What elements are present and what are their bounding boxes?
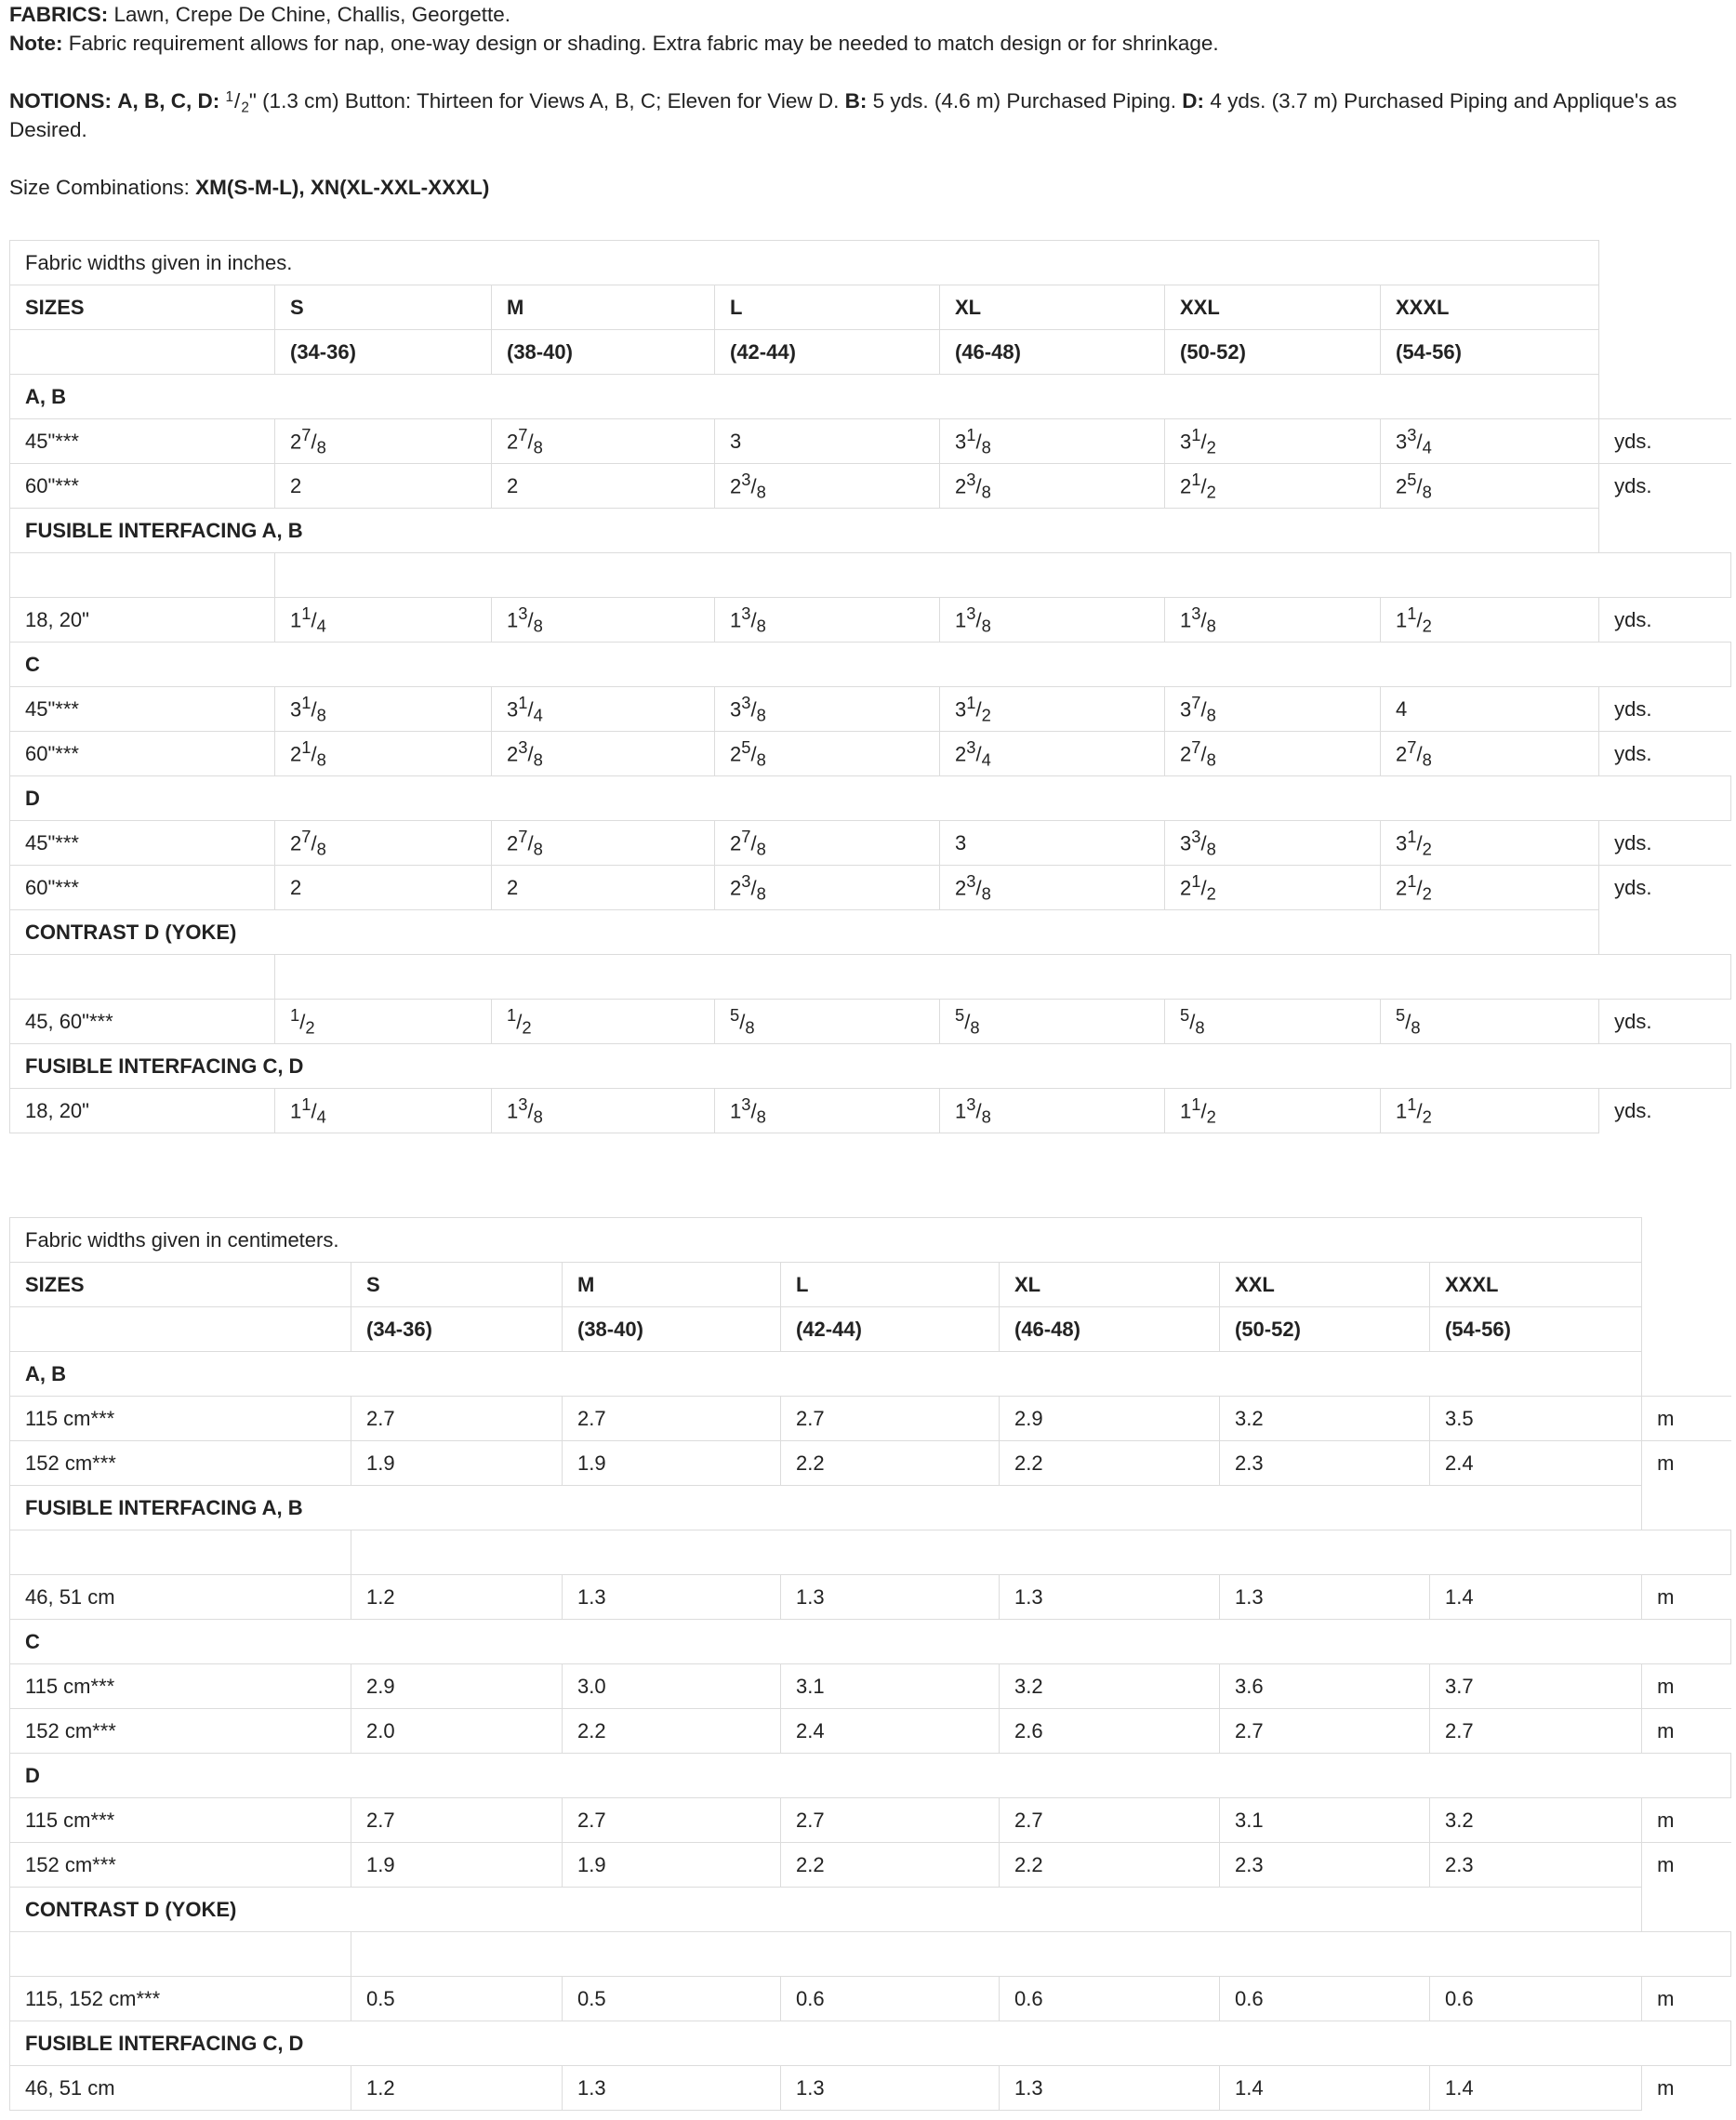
section-row xyxy=(10,2021,1731,2066)
empty-cell xyxy=(1642,1263,1731,1307)
sizes-header-label: SIZES xyxy=(10,1263,351,1307)
empty-cell xyxy=(1642,1352,1731,1397)
unit-label: m xyxy=(1642,1977,1731,2021)
yardage-value: $^5/_8$ xyxy=(1381,1000,1599,1044)
empty-cell xyxy=(1642,1218,1731,1263)
yardage-value: 2.7 xyxy=(1220,1709,1430,1754)
notions-views: A, B, C, D: xyxy=(117,89,220,113)
empty-cell xyxy=(10,1932,351,1977)
yardage-value: $3^7/_8$ xyxy=(1165,687,1381,732)
section-label: C xyxy=(10,1620,1731,1664)
table-row xyxy=(10,732,1731,776)
empty-cell xyxy=(275,553,1731,598)
table-row xyxy=(10,687,1731,732)
fabrics-text: Lawn, Crepe De Chine, Challis, Georgette. xyxy=(113,3,510,26)
yardage-value: 1.3 xyxy=(1220,1575,1430,1620)
size-range: (42-44) xyxy=(781,1307,1000,1352)
yardage-value: $3^3/_4$ xyxy=(1381,419,1599,464)
table-row xyxy=(10,1397,1731,1441)
section-label: CONTRAST D (YOKE) xyxy=(10,910,1599,955)
fabric-width-label: 60"*** xyxy=(10,732,275,776)
yardage-value: 3 xyxy=(715,419,940,464)
size-range: (34-36) xyxy=(275,330,492,375)
yardage-value: 1.3 xyxy=(1000,2066,1220,2111)
yardage-value: $^1/_2$ xyxy=(492,1000,715,1044)
yardage-value: 2.7 xyxy=(351,1397,563,1441)
yardage-value: $2^3/_8$ xyxy=(940,464,1165,509)
section-row xyxy=(10,375,1731,419)
fabric-width-label: 60"*** xyxy=(10,866,275,910)
table-row xyxy=(10,598,1731,643)
unit-label: yds. xyxy=(1599,1089,1731,1133)
size-range: (50-52) xyxy=(1220,1307,1430,1352)
yardage-value: $1^1/_2$ xyxy=(1165,1089,1381,1133)
button-size-fraction: $^1/_2$ xyxy=(225,89,249,116)
empty-cell xyxy=(351,1530,1731,1575)
table-row xyxy=(10,1977,1731,2021)
table-row xyxy=(10,1000,1731,1044)
yardage-value: 2.3 xyxy=(1220,1441,1430,1486)
yardage-value: 2.7 xyxy=(1000,1798,1220,1843)
unit-label: yds. xyxy=(1599,866,1731,910)
sizes-header-row xyxy=(10,1263,1731,1307)
yardage-value: 1.9 xyxy=(563,1441,781,1486)
yardage-value: $3^1/_2$ xyxy=(1165,419,1381,464)
size-combinations-line xyxy=(9,173,1720,202)
note-text: Fabric requirement allows for nap, one-way design or shading. Extra fabric may be needed to match design or for shrinkage. xyxy=(68,32,1219,55)
table-row xyxy=(10,2066,1731,2111)
fabric-width-label: 18, 20" xyxy=(10,1089,275,1133)
piping-d-label: D: xyxy=(1182,89,1205,113)
fabric-width-label: 45, 60"*** xyxy=(10,1000,275,1044)
yardage-value: 0.6 xyxy=(1220,1977,1430,2021)
note-label: Note: xyxy=(9,32,63,55)
fabric-width-label: 152 cm*** xyxy=(10,1843,351,1888)
yardage-value: 3.2 xyxy=(1220,1397,1430,1441)
table-row xyxy=(10,1575,1731,1620)
yardage-value: $^1/_2$ xyxy=(275,1000,492,1044)
sizes-header-row xyxy=(10,285,1731,330)
yardage-value: 0.6 xyxy=(781,1977,1000,2021)
yardage-value: 1.4 xyxy=(1220,2066,1430,2111)
size-range-row xyxy=(10,1307,1731,1352)
empty-cell xyxy=(1642,1486,1731,1530)
unit-label: yds. xyxy=(1599,464,1731,509)
size-header: XL xyxy=(940,285,1165,330)
yardage-value: 0.6 xyxy=(1000,1977,1220,2021)
size-header: L xyxy=(781,1263,1000,1307)
yardage-value: 2.9 xyxy=(351,1664,563,1709)
yardage-value: 2.2 xyxy=(781,1843,1000,1888)
yardage-value: 3.2 xyxy=(1430,1798,1642,1843)
section-label: FUSIBLE INTERFACING A, B xyxy=(10,1486,1642,1530)
size-range: (54-56) xyxy=(1430,1307,1642,1352)
yardage-value: 2.2 xyxy=(781,1441,1000,1486)
unit-label: yds. xyxy=(1599,821,1731,866)
yardage-value: 2.6 xyxy=(1000,1709,1220,1754)
caption-row xyxy=(10,1218,1731,1263)
spacer-row xyxy=(10,955,1731,1000)
fabric-width-label: 152 cm*** xyxy=(10,1709,351,1754)
yardage-value: 2.7 xyxy=(351,1798,563,1843)
section-row xyxy=(10,1754,1731,1798)
table-row xyxy=(10,866,1731,910)
piping-b-text: 5 yds. (4.6 m) Purchased Piping. xyxy=(872,89,1177,113)
size-range: (46-48) xyxy=(940,330,1165,375)
empty-cell xyxy=(10,1307,351,1352)
yardage-value: 2.9 xyxy=(1000,1397,1220,1441)
yardage-value: $2^1/_8$ xyxy=(275,732,492,776)
yardage-value: $1^3/_8$ xyxy=(940,598,1165,643)
section-row xyxy=(10,1044,1731,1089)
yardage-value: $^5/_8$ xyxy=(1165,1000,1381,1044)
yardage-value: $2^1/_2$ xyxy=(1165,866,1381,910)
yardage-value: 2.7 xyxy=(781,1798,1000,1843)
section-label: A, B xyxy=(10,1352,1642,1397)
notions-line xyxy=(9,86,1720,144)
spacer-row xyxy=(10,1530,1731,1575)
section-row xyxy=(10,1620,1731,1664)
yardage-value: 2.7 xyxy=(1430,1709,1642,1754)
section-row xyxy=(10,1352,1731,1397)
size-range: (42-44) xyxy=(715,330,940,375)
empty-cell xyxy=(1599,375,1731,419)
yardage-value: $2^1/_2$ xyxy=(1381,866,1599,910)
yardage-value: 2 xyxy=(275,866,492,910)
section-label: D xyxy=(10,776,1731,821)
yardage-value: $3^1/_4$ xyxy=(492,687,715,732)
unit-label: yds. xyxy=(1599,732,1731,776)
unit-label: yds. xyxy=(1599,687,1731,732)
yardage-value: $2^3/_8$ xyxy=(715,464,940,509)
yardage-value: $1^3/_8$ xyxy=(940,1089,1165,1133)
size-range: (38-40) xyxy=(492,330,715,375)
size-header: S xyxy=(351,1263,563,1307)
size-range-row xyxy=(10,330,1731,375)
yardage-value: $2^7/_8$ xyxy=(1381,732,1599,776)
yardage-value: $1^1/_4$ xyxy=(275,1089,492,1133)
yardage-value: 2.3 xyxy=(1430,1843,1642,1888)
note-line xyxy=(9,29,1720,58)
yardage-value: 0.5 xyxy=(351,1977,563,2021)
section-label: D xyxy=(10,1754,1731,1798)
yardage-value: 1.9 xyxy=(351,1843,563,1888)
yardage-value: 1.2 xyxy=(351,2066,563,2111)
yardage-value: 1.2 xyxy=(351,1575,563,1620)
unit-label: m xyxy=(1642,1575,1731,1620)
yardage-value: $3^1/_2$ xyxy=(1381,821,1599,866)
fabric-width-label: 115, 152 cm*** xyxy=(10,1977,351,2021)
fabric-width-label: 18, 20" xyxy=(10,598,275,643)
yardage-value: $1^1/_2$ xyxy=(1381,1089,1599,1133)
size-combinations-label: Size Combinations: xyxy=(9,176,190,199)
yardage-value: $2^7/_8$ xyxy=(492,419,715,464)
yardage-value: $3^3/_8$ xyxy=(715,687,940,732)
yardage-value: 2.4 xyxy=(781,1709,1000,1754)
yardage-value: 3.2 xyxy=(1000,1664,1220,1709)
yardage-value: $1^1/_2$ xyxy=(1381,598,1599,643)
unit-label: m xyxy=(1642,1397,1731,1441)
yardage-value: $2^7/_8$ xyxy=(715,821,940,866)
yardage-value: $2^7/_8$ xyxy=(275,419,492,464)
size-header: L xyxy=(715,285,940,330)
unit-label: m xyxy=(1642,1798,1731,1843)
yardage-value: $1^3/_8$ xyxy=(492,598,715,643)
yardage-value: 2 xyxy=(492,464,715,509)
yardage-value: $1^3/_8$ xyxy=(715,598,940,643)
yardage-value: $2^7/_8$ xyxy=(492,821,715,866)
size-header: XXXL xyxy=(1430,1263,1642,1307)
section-label: FUSIBLE INTERFACING A, B xyxy=(10,509,1599,553)
empty-cell xyxy=(1642,1888,1731,1932)
table-row xyxy=(10,1441,1731,1486)
section-label: C xyxy=(10,643,1731,687)
yardage-value: 3.1 xyxy=(781,1664,1000,1709)
yardage-value: $3^3/_8$ xyxy=(1165,821,1381,866)
inches-requirements-table xyxy=(9,240,1731,1133)
table-row xyxy=(10,1709,1731,1754)
table-caption: Fabric widths given in centimeters. xyxy=(10,1218,1642,1263)
section-row xyxy=(10,910,1731,955)
size-header: XXL xyxy=(1165,285,1381,330)
yardage-value: $2^3/_4$ xyxy=(940,732,1165,776)
empty-cell xyxy=(1599,910,1731,955)
fabric-width-label: 46, 51 cm xyxy=(10,2066,351,2111)
empty-cell xyxy=(1642,1307,1731,1352)
yardage-value: 2 xyxy=(275,464,492,509)
size-range: (50-52) xyxy=(1165,330,1381,375)
unit-label: m xyxy=(1642,1441,1731,1486)
unit-label: yds. xyxy=(1599,419,1731,464)
section-row xyxy=(10,643,1731,687)
size-header: S xyxy=(275,285,492,330)
size-range: (34-36) xyxy=(351,1307,563,1352)
fabric-width-label: 45"*** xyxy=(10,821,275,866)
fabric-width-label: 60"*** xyxy=(10,464,275,509)
section-label: FUSIBLE INTERFACING C, D xyxy=(10,1044,1731,1089)
yardage-value: 2.7 xyxy=(563,1798,781,1843)
yardage-value: 2.7 xyxy=(781,1397,1000,1441)
yardage-value: $3^1/_2$ xyxy=(940,687,1165,732)
yardage-value: $2^5/_8$ xyxy=(1381,464,1599,509)
empty-cell xyxy=(10,330,275,375)
notions-label: NOTIONS: xyxy=(9,89,112,113)
unit-label: m xyxy=(1642,1709,1731,1754)
yardage-value: 1.3 xyxy=(563,2066,781,2111)
table-row xyxy=(10,821,1731,866)
yardage-value: $3^1/_8$ xyxy=(275,687,492,732)
empty-cell xyxy=(1599,241,1731,285)
yardage-value: 2.2 xyxy=(1000,1441,1220,1486)
yardage-value: 1.3 xyxy=(781,1575,1000,1620)
table-caption: Fabric widths given in inches. xyxy=(10,241,1599,285)
unit-label: m xyxy=(1642,1843,1731,1888)
yardage-value: 1.3 xyxy=(563,1575,781,1620)
yardage-value: 3.1 xyxy=(1220,1798,1430,1843)
section-label: A, B xyxy=(10,375,1599,419)
fabrics-line xyxy=(9,0,1720,29)
section-row xyxy=(10,1486,1731,1530)
yardage-value: $2^3/_8$ xyxy=(715,866,940,910)
yardage-value: $^5/_8$ xyxy=(940,1000,1165,1044)
spacer-row xyxy=(10,1932,1731,1977)
caption-row xyxy=(10,241,1731,285)
yardage-value: 3.6 xyxy=(1220,1664,1430,1709)
fabric-width-label: 115 cm*** xyxy=(10,1397,351,1441)
section-label: FUSIBLE INTERFACING C, D xyxy=(10,2021,1731,2066)
size-header: XXL xyxy=(1220,1263,1430,1307)
yardage-value: 2.2 xyxy=(563,1709,781,1754)
yardage-value: 1.3 xyxy=(781,2066,1000,2111)
table-row xyxy=(10,1089,1731,1133)
table-row xyxy=(10,419,1731,464)
yardage-value: 1.9 xyxy=(563,1843,781,1888)
button-text: " (1.3 cm) Button: Thirteen for Views A, B, C; Eleven for View D. xyxy=(248,89,840,113)
table-row xyxy=(10,464,1731,509)
yardage-value: 3.5 xyxy=(1430,1397,1642,1441)
yardage-value: $2^1/_2$ xyxy=(1165,464,1381,509)
yardage-value: $2^7/_8$ xyxy=(275,821,492,866)
table-row xyxy=(10,1843,1731,1888)
yardage-value: 3.7 xyxy=(1430,1664,1642,1709)
size-header: XXXL xyxy=(1381,285,1599,330)
yardage-value: $1^3/_8$ xyxy=(492,1089,715,1133)
yardage-value: 1.4 xyxy=(1430,1575,1642,1620)
section-row xyxy=(10,1888,1731,1932)
unit-label: yds. xyxy=(1599,598,1731,643)
sizes-header-label: SIZES xyxy=(10,285,275,330)
yardage-value: 2.7 xyxy=(563,1397,781,1441)
size-header: M xyxy=(492,285,715,330)
empty-cell xyxy=(10,553,275,598)
yardage-value: 1.9 xyxy=(351,1441,563,1486)
unit-label: m xyxy=(1642,1664,1731,1709)
yardage-value: 2.0 xyxy=(351,1709,563,1754)
table-row xyxy=(10,1664,1731,1709)
fabric-width-label: 152 cm*** xyxy=(10,1441,351,1486)
empty-cell xyxy=(1599,285,1731,330)
yardage-value: $2^3/_8$ xyxy=(940,866,1165,910)
yardage-value: 1.4 xyxy=(1430,2066,1642,2111)
empty-cell xyxy=(1599,330,1731,375)
yardage-value: $2^5/_8$ xyxy=(715,732,940,776)
fabric-width-label: 46, 51 cm xyxy=(10,1575,351,1620)
empty-cell xyxy=(275,955,1731,1000)
yardage-value: 4 xyxy=(1381,687,1599,732)
piping-b-label: B: xyxy=(844,89,868,113)
yardage-value: 2.2 xyxy=(1000,1843,1220,1888)
yardage-value: $1^3/_8$ xyxy=(1165,598,1381,643)
size-range: (46-48) xyxy=(1000,1307,1220,1352)
empty-cell xyxy=(1599,509,1731,553)
yardage-value: 0.5 xyxy=(563,1977,781,2021)
empty-cell xyxy=(10,955,275,1000)
empty-cell xyxy=(351,1932,1731,1977)
yardage-value: 2 xyxy=(492,866,715,910)
size-range: (38-40) xyxy=(563,1307,781,1352)
size-header: M xyxy=(563,1263,781,1307)
yardage-value: 3.0 xyxy=(563,1664,781,1709)
fabric-width-label: 115 cm*** xyxy=(10,1798,351,1843)
yardage-value: 3 xyxy=(940,821,1165,866)
notions-intro xyxy=(9,0,1720,202)
size-range: (54-56) xyxy=(1381,330,1599,375)
unit-label: m xyxy=(1642,2066,1731,2111)
yardage-value: $2^3/_8$ xyxy=(492,732,715,776)
fabrics-label: FABRICS: xyxy=(9,3,109,26)
size-header: XL xyxy=(1000,1263,1220,1307)
yardage-value: 2.3 xyxy=(1220,1843,1430,1888)
yardage-value: $1^1/_4$ xyxy=(275,598,492,643)
fabric-width-label: 45"*** xyxy=(10,687,275,732)
yardage-value: $1^3/_8$ xyxy=(715,1089,940,1133)
spacer-row xyxy=(10,553,1731,598)
table-row xyxy=(10,1798,1731,1843)
yardage-value: 1.3 xyxy=(1000,1575,1220,1620)
empty-cell xyxy=(10,1530,351,1575)
yardage-value: $^5/_8$ xyxy=(715,1000,940,1044)
size-combinations-value: XM(S-M-L), XN(XL-XXL-XXXL) xyxy=(195,176,490,199)
fabric-width-label: 45"*** xyxy=(10,419,275,464)
unit-label: yds. xyxy=(1599,1000,1731,1044)
section-label: CONTRAST D (YOKE) xyxy=(10,1888,1642,1932)
fabric-width-label: 115 cm*** xyxy=(10,1664,351,1709)
section-row xyxy=(10,509,1731,553)
yardage-value: 2.4 xyxy=(1430,1441,1642,1486)
centimeters-requirements-table xyxy=(9,1217,1731,2111)
yardage-value: 0.6 xyxy=(1430,1977,1642,2021)
piping-d-text: 4 yds. (3.7 m) Purchased Piping and Applique's as Desired. xyxy=(9,89,1677,141)
yardage-value: $3^1/_8$ xyxy=(940,419,1165,464)
section-row xyxy=(10,776,1731,821)
yardage-value: $2^7/_8$ xyxy=(1165,732,1381,776)
